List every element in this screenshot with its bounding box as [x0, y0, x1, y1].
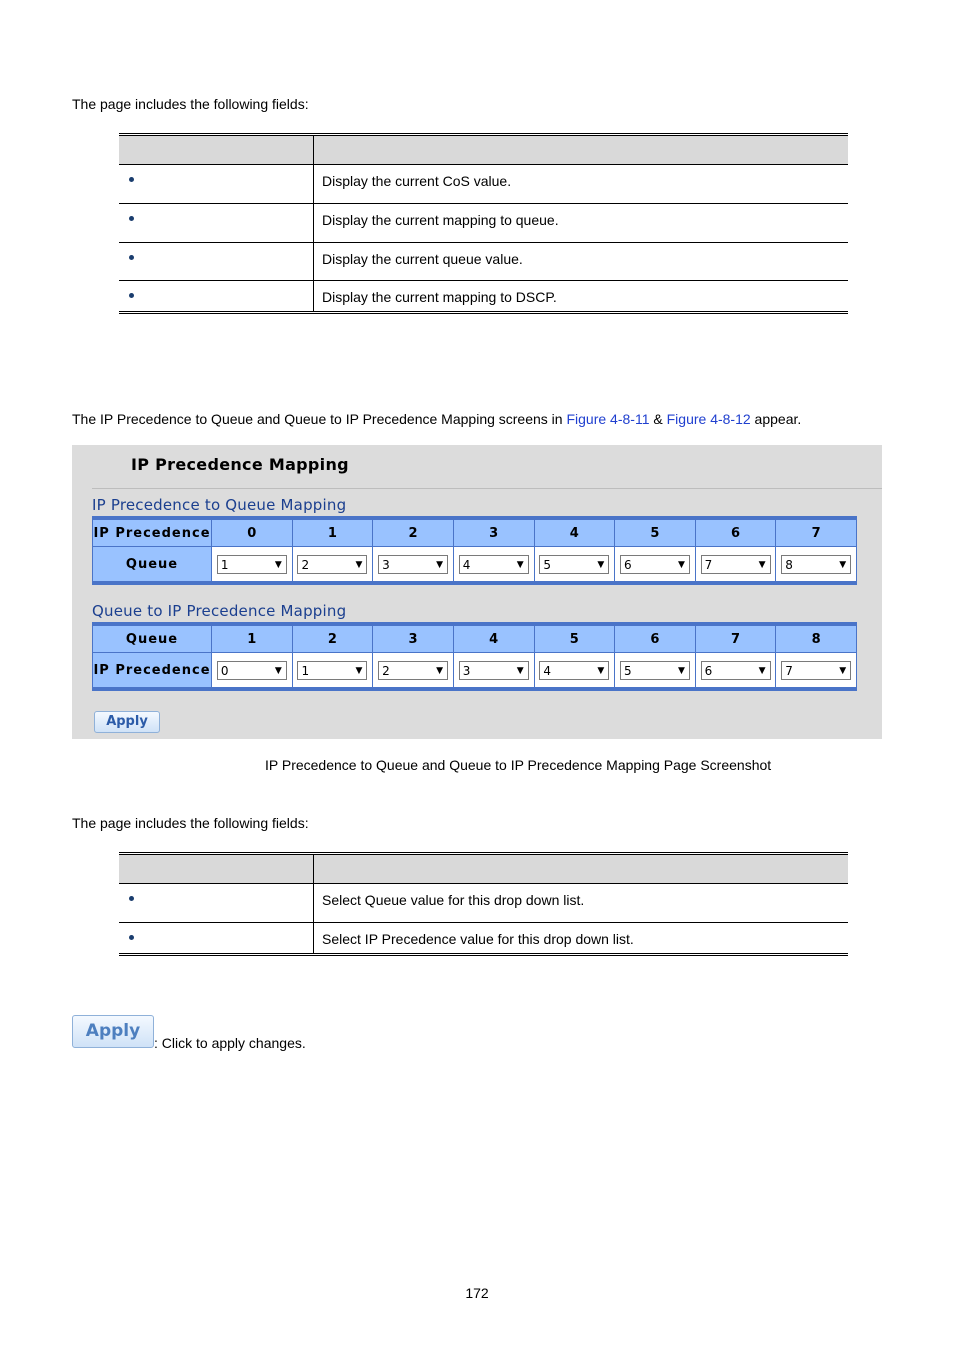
header-cell: 2: [292, 624, 373, 653]
select-value: 6: [623, 557, 632, 572]
intro-text: The page includes the following fields:: [72, 96, 309, 112]
field-description: Display the current CoS value.: [314, 165, 849, 204]
select-value: 5: [623, 663, 632, 678]
select-value: 1: [301, 663, 310, 678]
header-label: Queue: [93, 624, 212, 653]
figure-caption: IP Precedence to Queue and Queue to IP Precedence Mapping Page Screenshot: [265, 757, 772, 773]
ip-precedence-select[interactable]: [378, 661, 448, 680]
queue-select[interactable]: [539, 555, 609, 574]
header-cell: 3: [453, 518, 534, 547]
dropdown-arrow-icon: ▼: [678, 665, 685, 676]
field-description: Display the current mapping to queue.: [314, 204, 849, 243]
fields-table-1: [119, 133, 848, 314]
select-value: 4: [462, 557, 471, 572]
panel-title: IP Precedence Mapping: [131, 455, 349, 474]
dropdown-arrow-icon: ▼: [355, 665, 363, 676]
header-cell: 5: [534, 624, 615, 653]
field-description: Select Queue value for this drop down list.: [314, 884, 849, 923]
header-cell: 4: [453, 624, 534, 653]
bullet-icon: [129, 255, 134, 260]
queue-select[interactable]: [620, 555, 690, 574]
dropdown-arrow-icon: ▼: [436, 665, 444, 676]
bullet-icon: [129, 293, 134, 298]
select-value: 7: [704, 557, 713, 572]
header-cell: 6: [695, 518, 776, 547]
apply-button[interactable]: Apply: [94, 711, 160, 733]
apply-note-text: : Click to apply changes.: [154, 1035, 306, 1051]
dropdown-arrow-icon: ▼: [839, 665, 847, 676]
header-cell: 0: [212, 518, 293, 547]
ip-precedence-select[interactable]: [781, 661, 851, 680]
dropdown-arrow-icon: ▼: [355, 559, 363, 570]
field-description: Display the current mapping to DSCP.: [314, 281, 849, 313]
dropdown-arrow-icon: ▼: [678, 559, 685, 570]
select-value: 6: [704, 663, 713, 678]
dropdown-arrow-icon: ▼: [516, 559, 524, 570]
ip-precedence-select[interactable]: [217, 661, 287, 680]
header-cell: 8: [776, 624, 857, 653]
header-cell: 3: [373, 624, 454, 653]
ip-precedence-select[interactable]: [459, 661, 529, 680]
select-value: 5: [543, 557, 551, 572]
select-value: 0: [220, 663, 229, 678]
select-value: 2: [301, 557, 310, 572]
queue-select[interactable]: [378, 555, 448, 574]
header-cell: 1: [292, 518, 373, 547]
paragraph-text: &: [649, 411, 667, 427]
queue-select[interactable]: [297, 555, 367, 574]
ip-precedence-select[interactable]: [701, 661, 771, 680]
queue-select[interactable]: [217, 555, 287, 574]
section-title-queue-to-ip: Queue to IP Precedence Mapping: [92, 602, 347, 620]
figure-link-2[interactable]: Figure 4-8-12: [666, 411, 751, 427]
row-label: Queue: [93, 547, 212, 584]
paragraph-text: appear.: [750, 411, 802, 427]
field-description: Select IP Precedence value for this drop down list.: [314, 923, 849, 955]
queue-to-ip-table: [92, 622, 857, 691]
header-cell: 2: [373, 518, 454, 547]
ip-precedence-select[interactable]: [539, 661, 609, 680]
select-value: 4: [543, 663, 551, 678]
figure-link-1[interactable]: Figure 4-8-11: [566, 411, 650, 427]
dropdown-arrow-icon: ▼: [758, 559, 766, 570]
header-cell: 7: [776, 518, 857, 547]
bullet-icon: [129, 896, 134, 901]
fields-table-2: [119, 852, 848, 956]
figure-reference-paragraph: [72, 410, 801, 428]
select-value: 7: [785, 663, 793, 678]
ip-precedence-select[interactable]: [297, 661, 367, 680]
dropdown-arrow-icon: ▼: [274, 665, 282, 676]
queue-select[interactable]: [781, 555, 851, 574]
queue-select[interactable]: [701, 555, 771, 574]
select-value: 8: [785, 557, 793, 572]
dropdown-arrow-icon: ▼: [436, 559, 444, 570]
intro-text-2: The page includes the following fields:: [72, 815, 309, 831]
bullet-icon: [129, 935, 134, 940]
ip-precedence-select[interactable]: [620, 661, 690, 680]
select-value: 1: [220, 557, 229, 572]
field-description: Display the current queue value.: [314, 243, 849, 281]
ip-to-queue-table: [92, 516, 857, 585]
dropdown-arrow-icon: ▼: [839, 559, 847, 570]
dropdown-arrow-icon: ▼: [597, 665, 605, 676]
dropdown-arrow-icon: ▼: [597, 559, 605, 570]
queue-select[interactable]: [459, 555, 529, 574]
page-number: 172: [465, 1285, 489, 1301]
paragraph-text: The IP Precedence to Queue and Queue to IP Precedence Mapping screens in: [72, 411, 567, 427]
ip-precedence-mapping-panel: [72, 445, 882, 739]
section-title-ip-to-queue: IP Precedence to Queue Mapping: [92, 496, 347, 514]
title-divider: [92, 488, 882, 489]
header-cell: 1: [212, 624, 293, 653]
bullet-icon: [129, 177, 134, 182]
bullet-icon: [129, 216, 134, 221]
dropdown-arrow-icon: ▼: [274, 559, 282, 570]
header-cell: 5: [615, 518, 696, 547]
select-value: 3: [382, 557, 390, 572]
header-cell: 7: [695, 624, 776, 653]
select-value: 3: [462, 663, 471, 678]
header-cell: 6: [615, 624, 696, 653]
select-value: 2: [382, 663, 390, 678]
header-label: IP Precedence: [93, 518, 212, 547]
header-cell: 4: [534, 518, 615, 547]
dropdown-arrow-icon: ▼: [516, 665, 524, 676]
apply-button-illustration[interactable]: Apply: [72, 1015, 154, 1048]
row-label: IP Precedence: [93, 653, 212, 690]
dropdown-arrow-icon: ▼: [758, 665, 766, 676]
